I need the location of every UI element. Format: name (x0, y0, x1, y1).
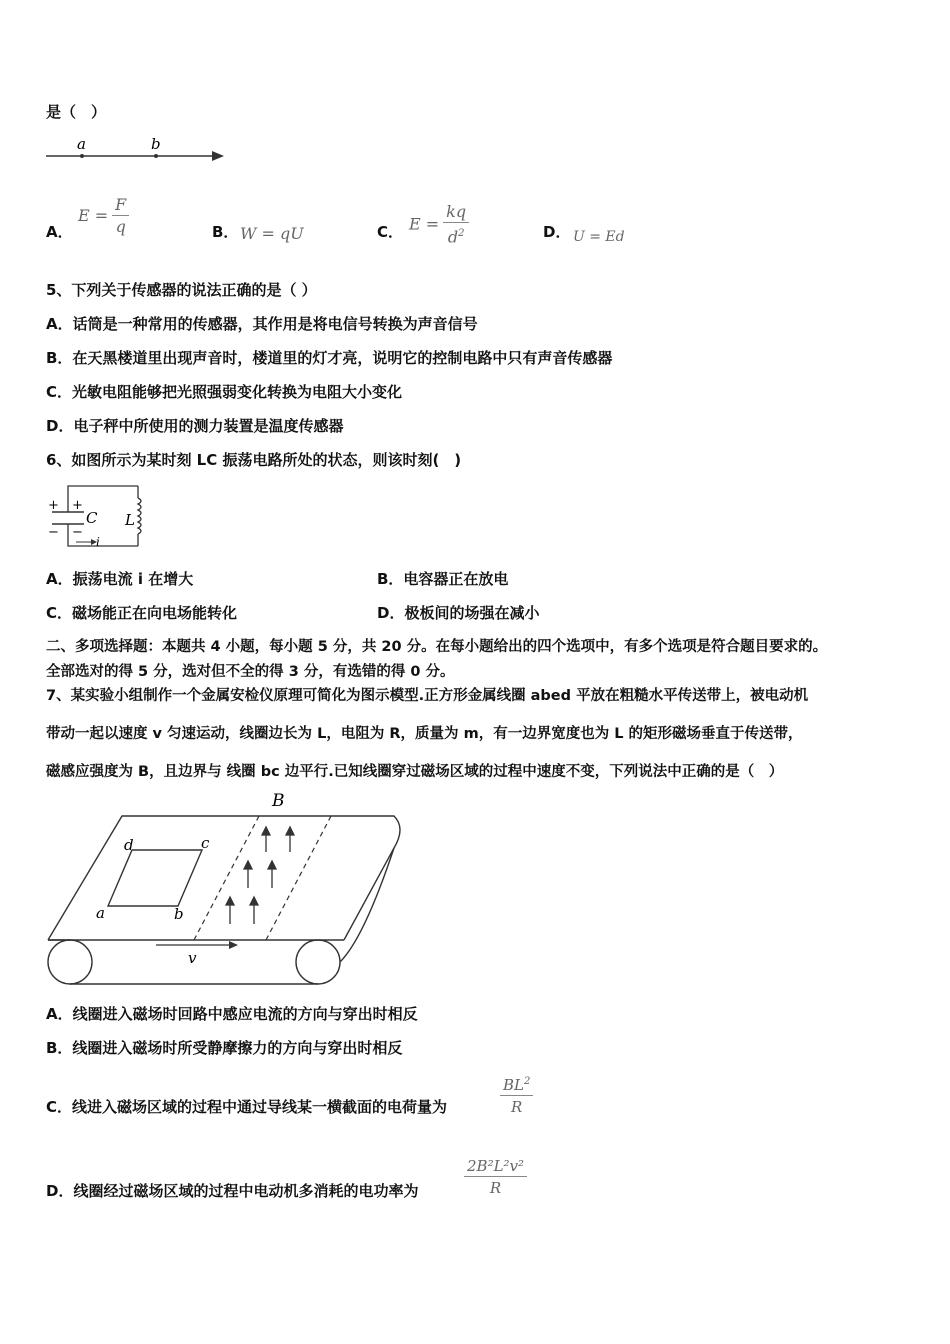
section2-line1: 二、多项选择题：本题共 4 小题，每小题 5 分，共 20 分。在每小题给出的四个选项中，有多个选项是符合题目要求的。 (46, 639, 828, 655)
corner-d-label: d (124, 836, 134, 854)
capacitor-label: C (86, 509, 98, 527)
corner-a-label: a (96, 904, 105, 922)
q7-option-d: D．线圈经过磁场区域的过程中电动机多消耗的电功率为 (46, 1182, 419, 1200)
q6-option-a: A．振荡电流 i 在增大 (46, 570, 194, 588)
lc-circuit-figure (42, 480, 152, 552)
option-c-formula: E = $\frac{kq}{d^2}$ (409, 202, 469, 248)
q5-stem: 5、下列关于传感器的说法正确的是（ ） (46, 281, 317, 299)
q6-option-b: B．电容器正在放电 (377, 570, 509, 588)
q6-option-d: D．极板间的场强在减小 (377, 604, 540, 622)
q6-option-c: C．磁场能正在向电场能转化 (46, 604, 238, 622)
option-b-label: B． (212, 223, 239, 241)
q7-option-b: B．线圈进入磁场时所受静摩擦力的方向与穿出时相反 (46, 1039, 403, 1057)
field-B-label: B (272, 791, 285, 811)
corner-b-label: b (174, 905, 184, 923)
option-c-label: C． (377, 223, 404, 241)
minus-left: − (48, 525, 59, 540)
q7-line3: 磁感应强度为 B，且边界与 线圈 bc 边平行.已知线圈穿过磁场区域的过程中速度不变，下列说法中正确的是（ ） (46, 764, 784, 780)
plus-right: + (72, 498, 83, 513)
q5-option-b: B．在天黑楼道里出现声音时，楼道里的灯才亮，说明它的控制电路中只有声音传感器 (46, 349, 613, 367)
q5-option-c: C．光敏电阻能够把光照强弱变化转换为电阻大小变化 (46, 383, 403, 401)
minus-right: − (72, 525, 83, 540)
q7-option-d-formula: $\frac{\text{2B²L²v²}}{R}$ (460, 1156, 527, 1199)
option-a-formula: E = $\frac{F}{q}$ (78, 195, 129, 238)
point-a-label: a (77, 135, 86, 153)
q6-stem: 6、如图所示为某时刻 LC 振荡电路所处的状态，则该时刻( ) (46, 451, 462, 469)
axis-figure (40, 130, 230, 170)
option-a-label: A． (46, 223, 73, 241)
conveyor-figure (44, 788, 404, 988)
corner-c-label: c (201, 834, 210, 852)
velocity-label: v (188, 949, 197, 967)
question-fragment: 是（ ） (46, 103, 107, 121)
q7-line1: 7、某实验小组制作一个金属安检仪原理可简化为图示模型.正方形金属线圈 abed 平放在粗糙水平传送带上，被电动机 (46, 688, 809, 704)
q7-line2: 带动一起以速度 v 匀速运动，线圈边长为 L，电阻为 R，质量为 m，有一边界宽度也为 L 的矩形磁场垂直于传送带， (46, 726, 803, 742)
inductor-label: L (125, 511, 135, 529)
option-d-label: D． (543, 223, 571, 241)
point-b-label: b (151, 135, 161, 153)
option-b-formula: W = qU (240, 224, 304, 243)
q5-option-d: D．电子秤中所使用的测力装置是温度传感器 (46, 417, 344, 435)
plus-left: + (48, 498, 59, 513)
q5-option-a: A．话筒是一种常用的传感器，其作用是将电信号转换为声音信号 (46, 315, 478, 333)
section2-line2: 全部选对的得 5 分，选对但不全的得 3 分，有选错的得 0 分。 (46, 664, 455, 680)
q7-option-c-formula: $\frac{BL^2}{R}$ (496, 1072, 533, 1118)
q7-option-c: C．线进入磁场区域的过程中通过导线某一横截面的电荷量为 (46, 1098, 448, 1116)
option-d-formula: U = Ed (573, 229, 625, 245)
current-label: i (96, 535, 100, 549)
q7-option-a: A．线圈进入磁场时回路中感应电流的方向与穿出时相反 (46, 1005, 418, 1023)
